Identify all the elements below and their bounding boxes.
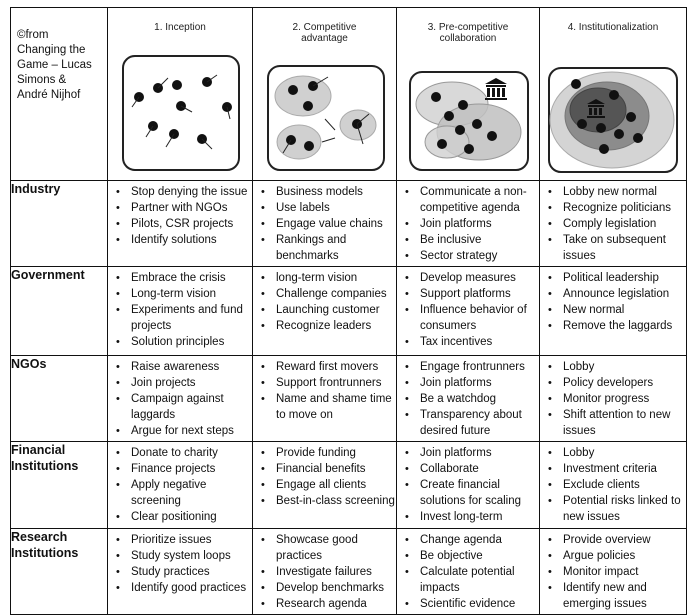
action-list xyxy=(253,356,396,425)
action-item: • Policy developers xyxy=(540,375,686,391)
phase-1-cell xyxy=(108,8,253,181)
action-item: • Use labels xyxy=(253,200,396,216)
action-item: • Support frontrunners xyxy=(253,375,396,391)
action-item: • Remove the laggards xyxy=(540,318,686,334)
action-list xyxy=(108,529,252,598)
action-cell xyxy=(253,267,397,356)
action-item: • Transparency about desired future xyxy=(397,407,539,439)
action-item: • Embrace the crisis xyxy=(108,270,252,286)
action-item: • Campaign against laggards xyxy=(108,391,252,423)
action-item: • Lobby new normal xyxy=(540,184,686,200)
action-item: • Identify solutions xyxy=(108,232,252,248)
phase-2-title: 2. Competitive advantage xyxy=(292,22,357,44)
action-list xyxy=(397,267,539,352)
action-item: • Invest long-term xyxy=(397,509,539,525)
action-item: • Scientific evidence xyxy=(397,596,539,612)
action-item: • Showcase good practices xyxy=(253,532,396,564)
action-item: • Best-in-class screening xyxy=(253,493,396,509)
action-cell xyxy=(253,181,397,267)
action-cell xyxy=(397,181,540,267)
phase-header-row xyxy=(11,8,687,181)
action-cell xyxy=(253,356,397,442)
action-item: • Shift attention to new issues xyxy=(540,407,686,439)
action-item: • Monitor progress xyxy=(540,391,686,407)
action-item: • Lobby xyxy=(540,359,686,375)
action-item: • Join platforms xyxy=(397,445,539,461)
source-credit: ©from Changing the Game – Lucas Simons & André Nijhof xyxy=(17,29,92,101)
merged-cluster-with-institution-icon xyxy=(540,22,687,180)
action-item: • Develop measures xyxy=(397,270,539,286)
action-list xyxy=(253,442,396,511)
action-list xyxy=(540,529,686,614)
action-list xyxy=(108,442,252,527)
action-cell xyxy=(540,442,687,529)
action-list xyxy=(253,181,396,266)
action-item: • Influence behavior of consumers xyxy=(397,302,539,334)
framework-table-wrapper xyxy=(10,7,687,615)
action-item: • Investigate failures xyxy=(253,564,396,580)
institution-icon xyxy=(485,78,507,100)
action-item: • Long-term vision xyxy=(108,286,252,302)
phase-3-title: 3. Pre-competitive collaboration xyxy=(427,22,509,44)
phase-2-cell xyxy=(253,8,397,181)
action-item: • Partner with NGOs xyxy=(108,200,252,216)
action-list xyxy=(108,267,252,352)
action-item: • Pilots, CSR projects xyxy=(108,216,252,232)
action-list xyxy=(397,442,539,527)
actor-label: Government xyxy=(11,267,108,356)
action-item: • Support platforms xyxy=(397,286,539,302)
actor-label: Financial Institutions xyxy=(11,442,108,529)
action-item: • Develop benchmarks xyxy=(253,580,396,596)
actor-label: Industry xyxy=(11,181,108,267)
action-item: • Recognize politicians xyxy=(540,200,686,216)
phase-4-cell xyxy=(540,8,687,181)
action-item: • Calculate potential impacts xyxy=(397,564,539,596)
action-list xyxy=(397,529,539,614)
action-item: • Study system loops xyxy=(108,548,252,564)
action-item: • Join platforms xyxy=(397,216,539,232)
action-cell xyxy=(397,267,540,356)
action-item: • Be inclusive xyxy=(397,232,539,248)
actor-label: NGOs xyxy=(11,356,108,442)
action-item: • Apply negative screening xyxy=(108,477,252,509)
action-item: • Identify good practices xyxy=(108,580,252,596)
action-item: • Rankings and benchmarks xyxy=(253,232,396,264)
action-item: • Political leadership xyxy=(540,270,686,286)
phase-3-cell xyxy=(397,8,540,181)
action-item: • Argue for next steps xyxy=(108,423,252,439)
action-list xyxy=(108,181,252,250)
action-cell xyxy=(108,267,253,356)
action-cell xyxy=(108,356,253,442)
action-item: • Join platforms xyxy=(397,375,539,391)
action-item: • long-term vision xyxy=(253,270,396,286)
small-clusters-icon xyxy=(253,22,397,180)
credit-cell xyxy=(11,8,108,181)
action-item: • Provide funding xyxy=(253,445,396,461)
action-list xyxy=(108,356,252,441)
action-item: • Raise awareness xyxy=(108,359,252,375)
action-item: • Solution principles xyxy=(108,334,252,350)
action-item: • Clear positioning xyxy=(108,509,252,525)
action-item: • Provide overview xyxy=(540,532,686,548)
actor-row xyxy=(11,181,687,267)
action-item: • Comply legislation xyxy=(540,216,686,232)
action-list xyxy=(253,529,396,614)
action-item: • Stop denying the issue xyxy=(108,184,252,200)
action-item: • Sector strategy xyxy=(397,248,539,264)
action-item: • Launching customer xyxy=(253,302,396,318)
actor-row xyxy=(11,356,687,442)
scattered-dots-icon xyxy=(108,22,253,180)
action-item: • Investment criteria xyxy=(540,461,686,477)
action-item: • Donate to charity xyxy=(108,445,252,461)
action-item: • Recognize leaders xyxy=(253,318,396,334)
action-item: • Business models xyxy=(253,184,396,200)
action-item: • Communicate a non-competitive agenda xyxy=(397,184,539,216)
action-list xyxy=(540,181,686,266)
action-item: • Prioritize issues xyxy=(108,532,252,548)
action-list xyxy=(253,267,396,336)
action-item: • Announce legislation xyxy=(540,286,686,302)
actor-label: Research Institutions xyxy=(11,529,108,615)
action-cell xyxy=(253,442,397,529)
action-item: • New normal xyxy=(540,302,686,318)
action-item: • Engage frontrunners xyxy=(397,359,539,375)
action-item: • Experiments and fund projects xyxy=(108,302,252,334)
action-list xyxy=(397,356,539,441)
action-cell xyxy=(397,356,540,442)
action-item: • Monitor impact xyxy=(540,564,686,580)
action-item: • Argue policies xyxy=(540,548,686,564)
action-item: • Name and shame time to move on xyxy=(253,391,396,423)
phase-1-title: 1. Inception xyxy=(154,22,206,33)
action-item: • Tax incentives xyxy=(397,334,539,350)
action-list xyxy=(540,442,686,527)
action-item: • Be a watchdog xyxy=(397,391,539,407)
action-item: • Collaborate xyxy=(397,461,539,477)
overlapping-clusters-with-institution-icon xyxy=(397,22,540,180)
action-item: • Engage all clients xyxy=(253,477,396,493)
action-cell xyxy=(108,442,253,529)
action-item: • Challenge companies xyxy=(253,286,396,302)
actor-row xyxy=(11,267,687,356)
action-item: • Change agenda xyxy=(397,532,539,548)
actor-row xyxy=(11,442,687,529)
action-list xyxy=(540,267,686,336)
action-item: • Finance projects xyxy=(108,461,252,477)
action-item: • Research agenda xyxy=(253,596,396,612)
action-cell xyxy=(108,181,253,267)
framework-table xyxy=(10,7,687,615)
action-item: • Identify new and emerging issues xyxy=(540,580,686,612)
action-list xyxy=(397,181,539,266)
action-cell xyxy=(540,181,687,267)
action-item: • Create financial solutions for scaling xyxy=(397,477,539,509)
action-item: • Join projects xyxy=(108,375,252,391)
action-item: • Take on subsequent issues xyxy=(540,232,686,264)
action-item: • Be objective xyxy=(397,548,539,564)
action-item: • Reward first movers xyxy=(253,359,396,375)
action-cell xyxy=(540,267,687,356)
action-item: • Engage value chains xyxy=(253,216,396,232)
action-item: • Potential risks linked to new issues xyxy=(540,493,686,525)
phase-4-title: 4. Institutionalization xyxy=(567,22,659,33)
action-item: • Study practices xyxy=(108,564,252,580)
action-cell xyxy=(540,356,687,442)
action-item: • Lobby xyxy=(540,445,686,461)
action-list xyxy=(540,356,686,441)
action-item: • Exclude clients xyxy=(540,477,686,493)
action-item: • Financial benefits xyxy=(253,461,396,477)
action-cell xyxy=(397,442,540,529)
